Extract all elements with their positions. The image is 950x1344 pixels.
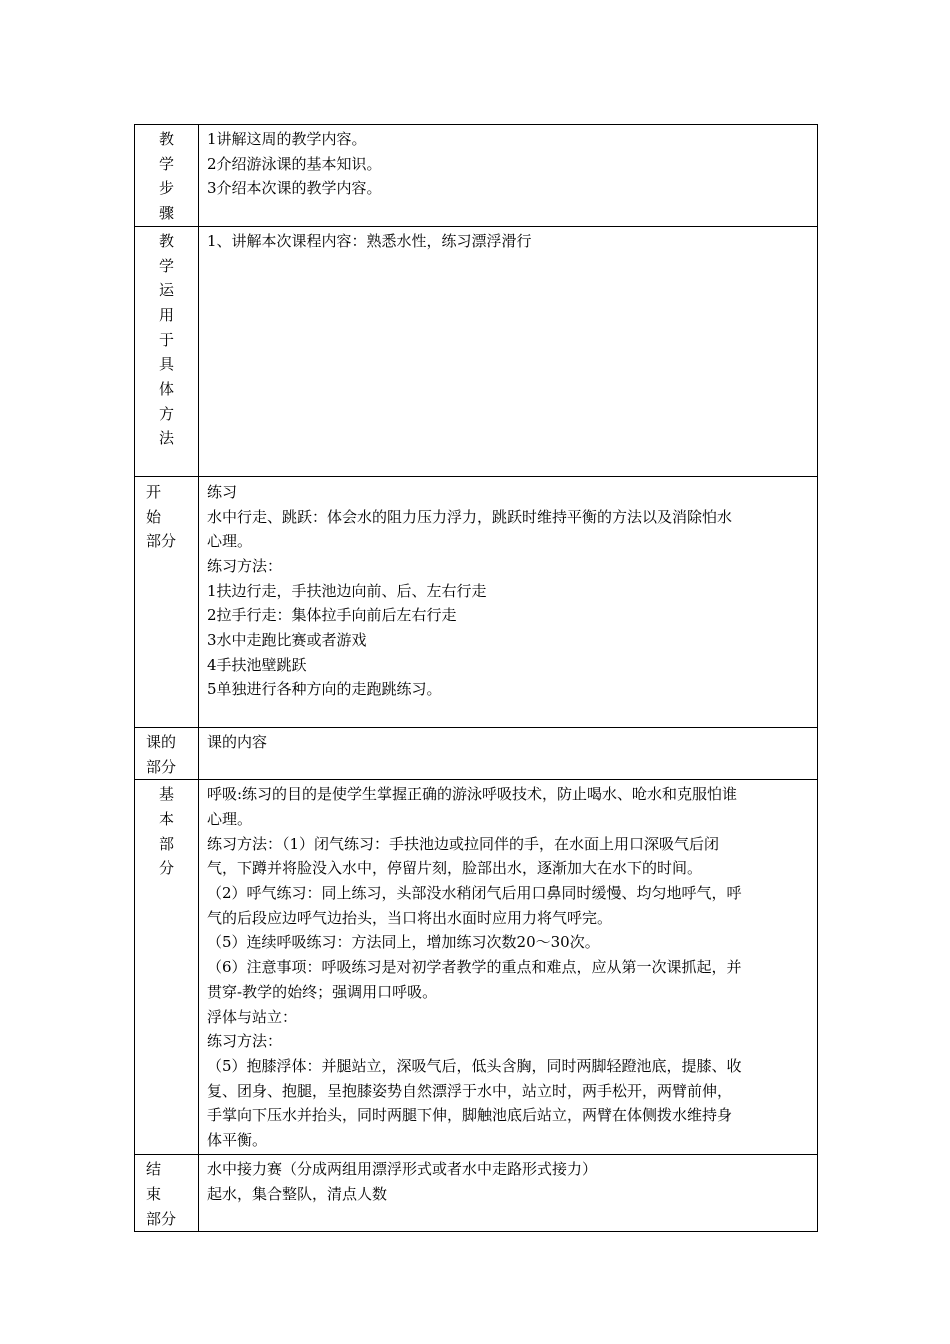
row-content: 水中接力赛（分成两组用漂浮形式或者水中走路形式接力） 起水，集合整队，清点人数 bbox=[199, 1155, 818, 1232]
row-label: 课的 部分 bbox=[135, 727, 199, 779]
row-label: 基 本 部 分 bbox=[135, 780, 199, 1155]
table-row bbox=[135, 476, 818, 727]
row-label: 结束 部分 bbox=[135, 1155, 199, 1232]
row-content: 练习 水中行走、跳跃：体会水的阻力压力浮力，跳跃时维持平衡的方法以及消除怕水 心理。 练习方法： 1扶边行走，手扶池边向前、后、左右行走 2拉手行走：集体拉手向前后左右行走 3水中走跑比赛或者游戏 4手扶池壁跳跃 5单独进行各种方向的走跑跳练习。 bbox=[199, 476, 818, 727]
table-row bbox=[135, 1155, 818, 1232]
table-row bbox=[135, 125, 818, 227]
lesson-plan-table bbox=[134, 124, 818, 1232]
row-label: 开始 部分 bbox=[135, 476, 199, 727]
row-content: 课的内容 bbox=[199, 727, 818, 779]
table-row bbox=[135, 727, 818, 779]
row-label: 教 学 运 用 于 具 体 方 法 bbox=[135, 226, 199, 476]
table-row bbox=[135, 780, 818, 1155]
table-row bbox=[135, 226, 818, 476]
row-content: 呼吸:练习的目的是使学生掌握正确的游泳呼吸技术，防止喝水、呛水和克服怕谁 心理。 练习方法：（1）闭气练习：手扶池边或拉同伴的手，在水面上用口深吸气后闭 气，下蹲并将脸没入水中，停留片刻，脸部出水，逐渐加大在水下的时间。 （2）呼气练习：同上练习，头部没水稍闭气后用口鼻同时缓慢、均匀地呼气，呼 气的后段应边呼气边抬头，当口将出水面时应用力将气呼完。 （5）连续呼吸练习：方法同上，增加练习次数20～30次。 （6）注意事项：呼吸练习是对初学者教学的重点和难点，应从第一次课抓起，并 贯穿-教学的始终；强调用口呼吸。 浮体与站立： 练习方法： （5）抱膝浮体：并腿站立，深吸气后，低头含胸，同时两脚轻蹬池底，提膝、收 复、团身、抱腿，呈抱膝姿势自然漂浮于水中，站立时，两手松开，两臂前伸， 手掌向下压水并抬头，同时两腿下伸，脚触池底后站立，两臂在体侧拨水维持身 体平衡。 bbox=[199, 780, 818, 1155]
row-label: 教 学 步 骤 bbox=[135, 125, 199, 227]
row-content: 1、讲解本次课程内容：熟悉水性，练习漂浮滑行 bbox=[199, 226, 818, 476]
row-content: 1讲解这周的教学内容。 2介绍游泳课的基本知识。 3介绍本次课的教学内容。 bbox=[199, 125, 818, 227]
